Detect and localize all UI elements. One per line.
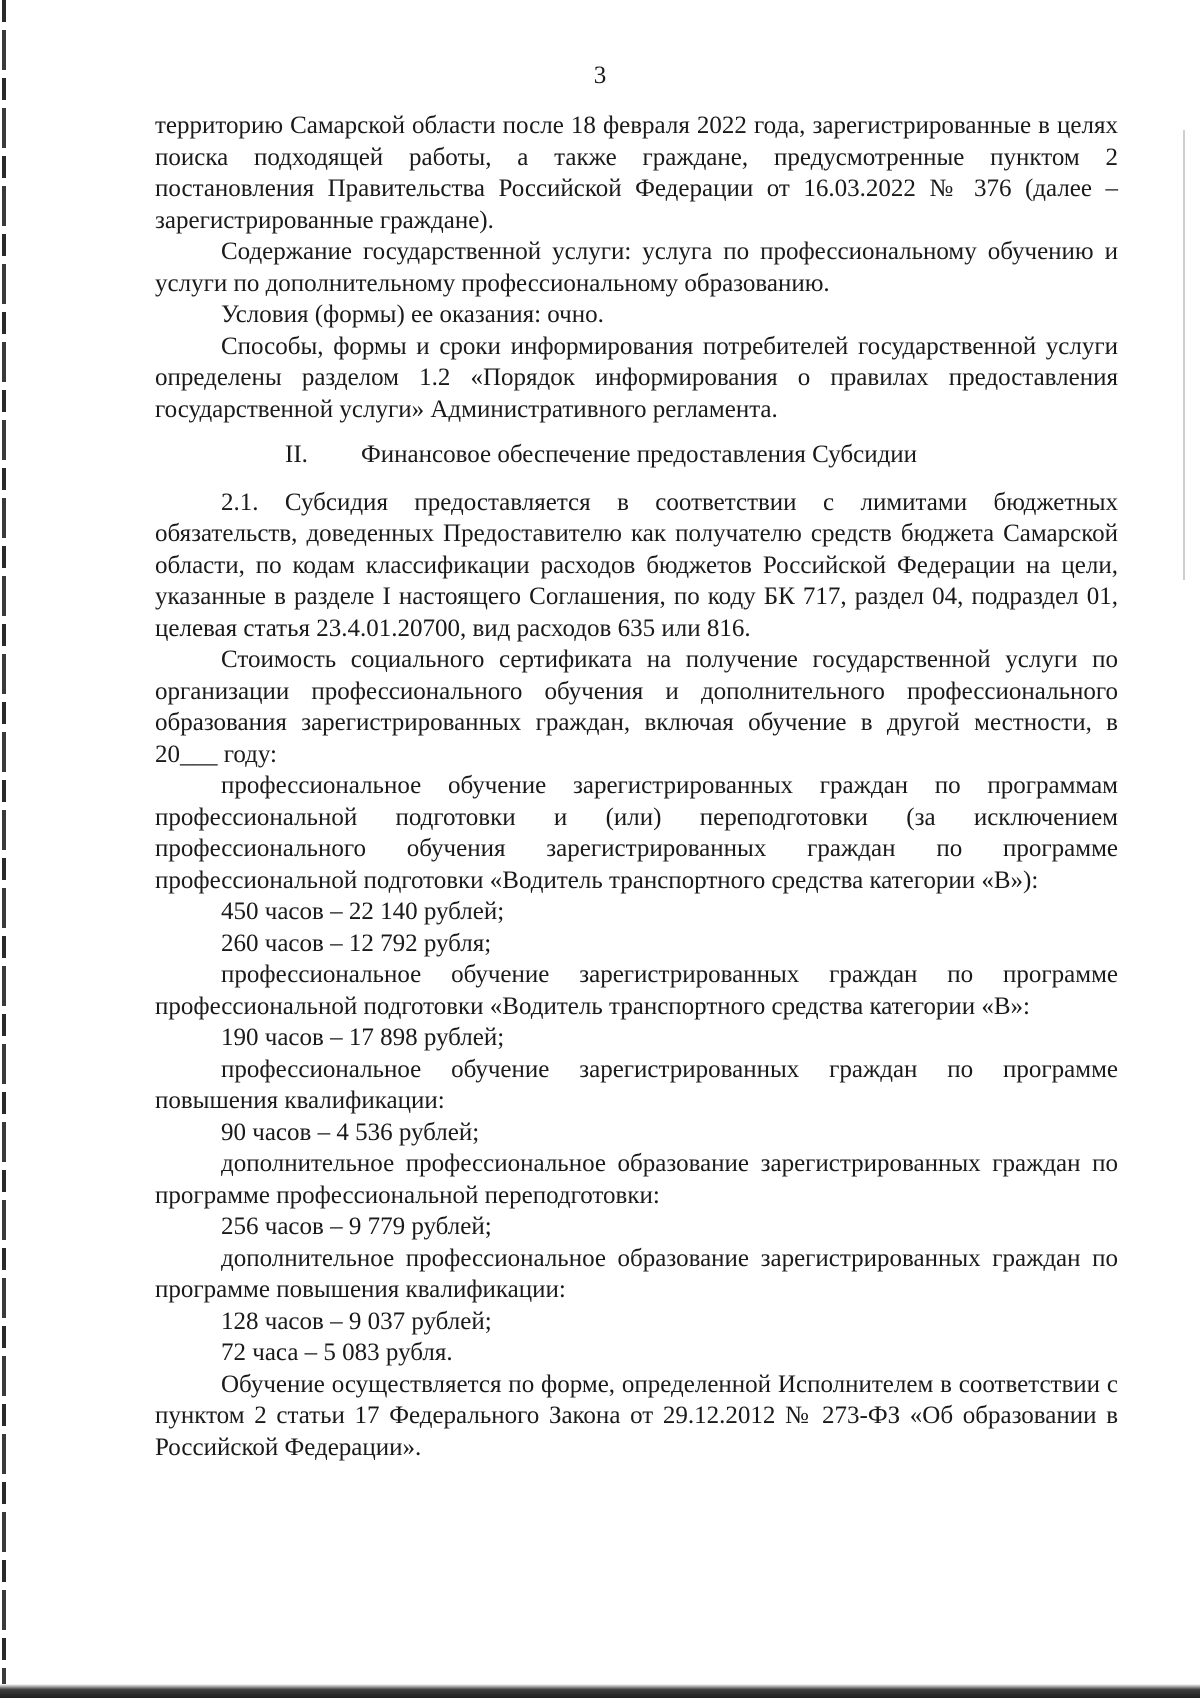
paragraph-subsidy-limits: 2.1. Субсидия предоставляется в соответствии с лимитами бюджетных обязательств, доведенных Предоставителю как получателю средств бюджета Самарской области, по кодам классификации расходов бюджетов Российской Федерации на цели, указанные в разделе I настоящего Соглашения, по коду БК 717, раздел 04, подраздел 01, целевая статья 23.4.01.20700, вид расходов 635 или 816. — [155, 488, 1118, 642]
paragraph-continuation: территорию Самарской области после 18 февраля 2022 года, зарегистрированные в целях поиска подходящей работы, а также граждане, предусмотренные пунктом 2 постановления Правительства Российской Федерации от 16.03.2022 № 376 (далее – зарегистрированные граждане). — [155, 112, 1118, 234]
cost-item: 256 часов – 9 779 рублей; — [221, 1213, 492, 1240]
cost-item: 450 часов – 22 140 рублей; — [221, 898, 505, 925]
paragraph-information-methods: Способы, формы и сроки информирования потребителей государственной услуги определены разделом 1.2 «Порядок информирования о правилах предоставления государственной услуги» Административного регламента. — [155, 332, 1118, 423]
cost-item: 260 часов – 12 792 рубля; — [221, 929, 492, 957]
paragraph-service-conditions: Условия (формы) ее оказания: очно. — [221, 301, 604, 328]
cost-program-description: дополнительное профессиональное образование зарегистрированных граждан по программе профессиональной переподготовки: — [155, 1150, 1118, 1209]
paragraph-service-content: Содержание государственной услуги: услуга по профессиональному обучению и услуги по дополнительному профессиональному образованию. — [155, 238, 1118, 297]
document-body — [155, 110, 1118, 1463]
scan-edge-right — [1183, 130, 1185, 580]
section-title: Финансовое обеспечение предоставления Субсидии — [361, 441, 918, 468]
cost-program-description: профессиональное обучение зарегистрированных граждан по программе повышения квалификации: — [155, 1055, 1118, 1114]
cost-item: 190 часов – 17 898 рублей; — [221, 1024, 505, 1051]
cost-program-description: профессиональное обучение зарегистрированных граждан по программе профессиональной подготовки «Водитель транспортного средства категории «В»: — [155, 961, 1118, 1020]
cost-list — [155, 770, 1118, 1369]
page-number: 3 — [593, 62, 607, 89]
cost-program-description: профессиональное обучение зарегистрированных граждан по программам профессиональной подготовки и (или) переподготовки (за исключением профессионального обучения зарегистрированных граждан по программе профессиональной подготовки «Водитель транспортного средства категории «В»): — [155, 772, 1118, 894]
section-number: II. — [285, 441, 308, 468]
cost-program-description: дополнительное профессиональное образование зарегистрированных граждан по программе повышения квалификации: — [155, 1244, 1118, 1303]
scan-edge-bottom — [0, 1684, 1200, 1698]
cost-item: 72 часа – 5 083 рубля. — [221, 1339, 453, 1366]
cost-item: 128 часов – 9 037 рублей; — [221, 1307, 492, 1335]
paragraph-training-form: Обучение осуществляется по форме, определенной Исполнителем в соответствии с пунктом 2 статьи 17 Федерального Закона от 29.12.2012 № 273-ФЗ «Об образовании в Российской Федерации». — [155, 1370, 1118, 1461]
paragraph-certificate-cost: Стоимость социального сертификата на получение государственной услуги по организации профессионального обучения и дополнительного профессионального образования зарегистрированных граждан, включая обучение в другой местности, в 20___ году: — [155, 646, 1118, 768]
cost-item: 90 часов – 4 536 рублей; — [221, 1118, 480, 1146]
scan-edge-left — [2, 0, 6, 1698]
section-heading — [155, 439, 1118, 471]
